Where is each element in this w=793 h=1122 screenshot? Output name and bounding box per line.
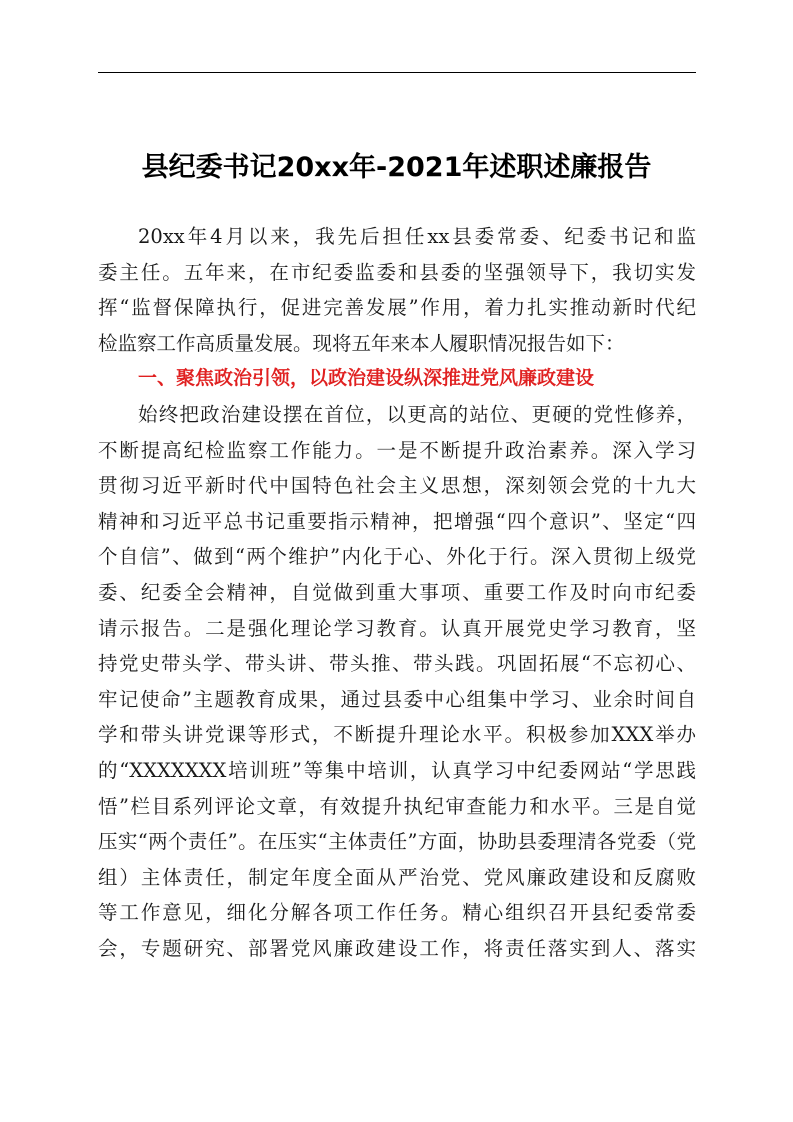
section-line: 精神和习近平总书记重要指示精神，把增强“四个意识”、坚定“四 [98,509,696,533]
section-line: 牢记使命”主题教育成果，通过县委中心组集中学习、业余时间自 [98,687,696,711]
intro-line: 检监察工作高质量发展。现将五年来本人履职情况报告如下： [98,331,625,355]
section-line: 个自信”、做到“两个维护”内化于心、外化于行。深入贯彻上级党 [98,545,696,569]
intro-line: 委主任。五年来，在市纪委监委和县委的坚强领导下，我切实发 [98,260,696,284]
section-line: 压实“两个责任”。在压实“主体责任”方面，协助县委理清各党委（党 [98,830,696,854]
intro-line: 挥“监督保障执行，促进完善发展”作用，着力扎实推动新时代纪 [98,296,696,320]
section-line: 请示报告。二是强化理论学习教育。认真开展党史学习教育，坚 [98,616,696,640]
section-line: 不断提高纪检监察工作能力。一是不断提升政治素养。深入学习 [98,438,696,462]
section-line: 会，专题研究、部署党风廉政建设工作，将责任落实到人、落实 [98,936,696,960]
intro-line: 20xx年4月以来，我先后担任xx县委常委、纪委书记和监 [138,225,696,248]
document-body [98,219,696,966]
section-line: 组）主体责任，制定年度全面从严治党、党风廉政建设和反腐败 [98,865,696,889]
section-line: 学和带头讲党课等形式，不断提升理论水平。积极参加XXX举办 [98,723,696,747]
section-line: 委、纪委全会精神，自觉做到重大事项、重要工作及时向市纪委 [98,580,696,604]
section-heading: 一、聚焦政治引领，以政治建设纵深推进党风廉政建设 [138,367,595,390]
section-line: 等工作意见，细化分解各项工作任务。精心组织召开县纪委常委 [98,901,696,925]
section-line: 持党史带头学、带头讲、带头推、带头践。巩固拓展“不忘初心、 [98,652,696,676]
section-line: 始终把政治建设摆在首位，以更高的站位、更硬的党性修养， [138,402,696,426]
header-rule [98,72,696,73]
section-line: 悟”栏目系列评论文章，有效提升执纪审查能力和水平。三是自觉 [98,794,696,818]
document-title: 县纪委书记20xx年-2021年述职述廉报告 [141,152,652,183]
section-line: 贯彻习近平新时代中国特色社会主义思想，深刻领会党的十九大 [98,474,696,498]
section-line: 的“XXXXXXX培训班”等集中培训，认真学习中纪委网站“学思践 [98,758,696,782]
